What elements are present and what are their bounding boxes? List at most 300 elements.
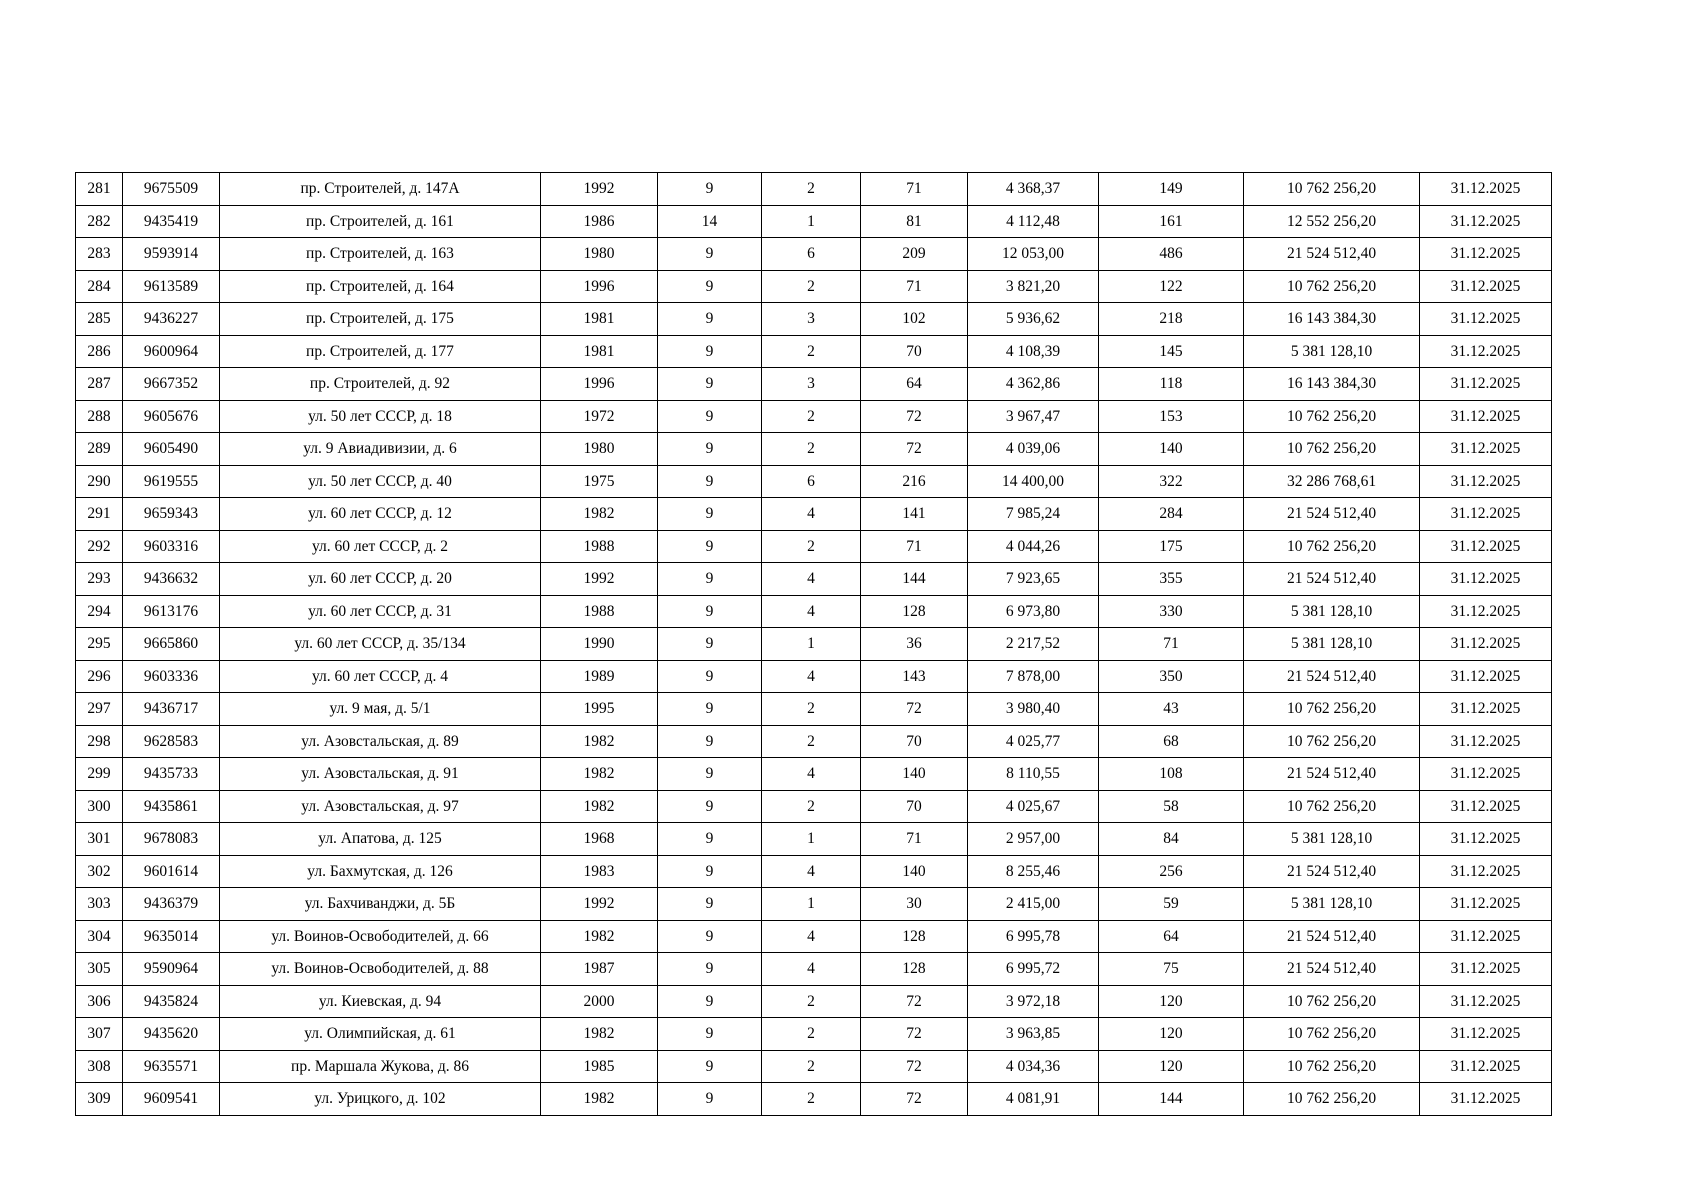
floors-cell: 9 (658, 433, 762, 466)
year-built-cell: 1988 (541, 595, 658, 628)
year-built-cell: 1982 (541, 920, 658, 953)
floors-cell: 9 (658, 563, 762, 596)
row-number-cell: 286 (76, 335, 123, 368)
deadline-cell: 31.12.2025 (1420, 823, 1552, 856)
table-row (76, 693, 1552, 726)
floors-cell: 9 (658, 953, 762, 986)
object-id-cell: 9435861 (123, 790, 220, 823)
entrances-cell: 4 (762, 660, 861, 693)
deadline-cell: 31.12.2025 (1420, 985, 1552, 1018)
address-cell: пр. Строителей, д. 175 (220, 303, 541, 336)
entrances-cell: 2 (762, 1018, 861, 1051)
entrances-cell: 4 (762, 595, 861, 628)
area-cell: 3 963,85 (968, 1018, 1099, 1051)
deadline-cell: 31.12.2025 (1420, 270, 1552, 303)
area-cell: 6 995,78 (968, 920, 1099, 953)
table-row (76, 563, 1552, 596)
apartments-cell: 72 (861, 1083, 968, 1116)
entrances-cell: 4 (762, 953, 861, 986)
object-id-cell: 9659343 (123, 498, 220, 531)
object-id-cell: 9600964 (123, 335, 220, 368)
area-cell: 4 039,06 (968, 433, 1099, 466)
address-cell: ул. 50 лет СССР, д. 40 (220, 465, 541, 498)
entrances-cell: 2 (762, 433, 861, 466)
cost-cell: 32 286 768,61 (1244, 465, 1420, 498)
year-built-cell: 1987 (541, 953, 658, 986)
year-built-cell: 1995 (541, 693, 658, 726)
apartments-cell: 141 (861, 498, 968, 531)
residents-cell: 175 (1099, 530, 1244, 563)
residents-cell: 140 (1099, 433, 1244, 466)
table-row (76, 335, 1552, 368)
object-id-cell: 9635571 (123, 1050, 220, 1083)
year-built-cell: 1988 (541, 530, 658, 563)
area-cell: 4 044,26 (968, 530, 1099, 563)
residents-cell: 122 (1099, 270, 1244, 303)
deadline-cell: 31.12.2025 (1420, 920, 1552, 953)
apartments-cell: 70 (861, 335, 968, 368)
object-id-cell: 9603316 (123, 530, 220, 563)
year-built-cell: 1992 (541, 888, 658, 921)
area-cell: 6 995,72 (968, 953, 1099, 986)
residents-cell: 355 (1099, 563, 1244, 596)
deadline-cell: 31.12.2025 (1420, 433, 1552, 466)
entrances-cell: 4 (762, 920, 861, 953)
entrances-cell: 2 (762, 1083, 861, 1116)
residents-cell: 108 (1099, 758, 1244, 791)
object-id-cell: 9436632 (123, 563, 220, 596)
row-number-cell: 306 (76, 985, 123, 1018)
area-cell: 4 081,91 (968, 1083, 1099, 1116)
year-built-cell: 1982 (541, 725, 658, 758)
apartments-cell: 30 (861, 888, 968, 921)
row-number-cell: 299 (76, 758, 123, 791)
address-cell: ул. Воинов-Освободителей, д. 88 (220, 953, 541, 986)
cost-cell: 5 381 128,10 (1244, 628, 1420, 661)
address-cell: ул. Азовстальская, д. 97 (220, 790, 541, 823)
table-row (76, 920, 1552, 953)
row-number-cell: 289 (76, 433, 123, 466)
entrances-cell: 2 (762, 335, 861, 368)
table-row (76, 1050, 1552, 1083)
cost-cell: 10 762 256,20 (1244, 530, 1420, 563)
object-id-cell: 9436379 (123, 888, 220, 921)
row-number-cell: 282 (76, 205, 123, 238)
table-row (76, 628, 1552, 661)
apartments-cell: 71 (861, 270, 968, 303)
address-cell: пр. Строителей, д. 92 (220, 368, 541, 401)
entrances-cell: 4 (762, 758, 861, 791)
address-cell: ул. Урицкого, д. 102 (220, 1083, 541, 1116)
table-row (76, 1018, 1552, 1051)
floors-cell: 9 (658, 693, 762, 726)
area-cell: 2 957,00 (968, 823, 1099, 856)
object-id-cell: 9613589 (123, 270, 220, 303)
year-built-cell: 1986 (541, 205, 658, 238)
entrances-cell: 3 (762, 368, 861, 401)
apartments-cell: 72 (861, 693, 968, 726)
residents-cell: 120 (1099, 1018, 1244, 1051)
object-id-cell: 9593914 (123, 238, 220, 271)
deadline-cell: 31.12.2025 (1420, 595, 1552, 628)
year-built-cell: 1982 (541, 1083, 658, 1116)
address-cell: пр. Строителей, д. 164 (220, 270, 541, 303)
address-cell: ул. Азовстальская, д. 89 (220, 725, 541, 758)
area-cell: 7 923,65 (968, 563, 1099, 596)
cost-cell: 10 762 256,20 (1244, 1083, 1420, 1116)
deadline-cell: 31.12.2025 (1420, 888, 1552, 921)
residents-cell: 330 (1099, 595, 1244, 628)
residents-cell: 120 (1099, 1050, 1244, 1083)
object-id-cell: 9435733 (123, 758, 220, 791)
deadline-cell: 31.12.2025 (1420, 758, 1552, 791)
deadline-cell: 31.12.2025 (1420, 725, 1552, 758)
row-number-cell: 295 (76, 628, 123, 661)
table-row (76, 855, 1552, 888)
apartments-cell: 64 (861, 368, 968, 401)
object-id-cell: 9435419 (123, 205, 220, 238)
area-cell: 3 972,18 (968, 985, 1099, 1018)
year-built-cell: 1989 (541, 660, 658, 693)
area-cell: 4 034,36 (968, 1050, 1099, 1083)
apartments-cell: 128 (861, 953, 968, 986)
residents-cell: 84 (1099, 823, 1244, 856)
floors-cell: 9 (658, 530, 762, 563)
apartments-cell: 70 (861, 725, 968, 758)
object-id-cell: 9665860 (123, 628, 220, 661)
table-row (76, 400, 1552, 433)
area-cell: 4 025,77 (968, 725, 1099, 758)
apartments-cell: 140 (861, 758, 968, 791)
cost-cell: 10 762 256,20 (1244, 270, 1420, 303)
year-built-cell: 1996 (541, 270, 658, 303)
cost-cell: 5 381 128,10 (1244, 823, 1420, 856)
entrances-cell: 4 (762, 563, 861, 596)
entrances-cell: 2 (762, 693, 861, 726)
deadline-cell: 31.12.2025 (1420, 303, 1552, 336)
row-number-cell: 284 (76, 270, 123, 303)
year-built-cell: 1980 (541, 433, 658, 466)
row-number-cell: 296 (76, 660, 123, 693)
floors-cell: 9 (658, 173, 762, 206)
entrances-cell: 1 (762, 628, 861, 661)
address-cell: ул. Азовстальская, д. 91 (220, 758, 541, 791)
year-built-cell: 1968 (541, 823, 658, 856)
area-cell: 3 967,47 (968, 400, 1099, 433)
area-cell: 4 025,67 (968, 790, 1099, 823)
apartments-cell: 71 (861, 173, 968, 206)
year-built-cell: 1982 (541, 1018, 658, 1051)
table-row (76, 985, 1552, 1018)
address-cell: ул. Апатова, д. 125 (220, 823, 541, 856)
cost-cell: 21 524 512,40 (1244, 920, 1420, 953)
deadline-cell: 31.12.2025 (1420, 238, 1552, 271)
cost-cell: 10 762 256,20 (1244, 725, 1420, 758)
year-built-cell: 1981 (541, 335, 658, 368)
apartments-cell: 209 (861, 238, 968, 271)
object-id-cell: 9675509 (123, 173, 220, 206)
object-id-cell: 9435620 (123, 1018, 220, 1051)
object-id-cell: 9605676 (123, 400, 220, 433)
residents-cell: 64 (1099, 920, 1244, 953)
row-number-cell: 290 (76, 465, 123, 498)
residents-cell: 153 (1099, 400, 1244, 433)
year-built-cell: 1985 (541, 1050, 658, 1083)
cost-cell: 16 143 384,30 (1244, 303, 1420, 336)
residents-cell: 71 (1099, 628, 1244, 661)
cost-cell: 21 524 512,40 (1244, 563, 1420, 596)
deadline-cell: 31.12.2025 (1420, 693, 1552, 726)
entrances-cell: 4 (762, 855, 861, 888)
row-number-cell: 283 (76, 238, 123, 271)
deadline-cell: 31.12.2025 (1420, 530, 1552, 563)
row-number-cell: 309 (76, 1083, 123, 1116)
year-built-cell: 1990 (541, 628, 658, 661)
area-cell: 4 112,48 (968, 205, 1099, 238)
table-body (76, 173, 1552, 1116)
object-id-cell: 9601614 (123, 855, 220, 888)
cost-cell: 5 381 128,10 (1244, 335, 1420, 368)
deadline-cell: 31.12.2025 (1420, 173, 1552, 206)
apartments-cell: 72 (861, 985, 968, 1018)
cost-cell: 10 762 256,20 (1244, 173, 1420, 206)
apartments-cell: 36 (861, 628, 968, 661)
apartments-cell: 72 (861, 433, 968, 466)
residents-cell: 218 (1099, 303, 1244, 336)
residents-cell: 350 (1099, 660, 1244, 693)
area-cell: 5 936,62 (968, 303, 1099, 336)
address-cell: пр. Строителей, д. 163 (220, 238, 541, 271)
object-id-cell: 9667352 (123, 368, 220, 401)
row-number-cell: 285 (76, 303, 123, 336)
year-built-cell: 1996 (541, 368, 658, 401)
deadline-cell: 31.12.2025 (1420, 335, 1552, 368)
floors-cell: 9 (658, 465, 762, 498)
cost-cell: 10 762 256,20 (1244, 400, 1420, 433)
entrances-cell: 1 (762, 205, 861, 238)
deadline-cell: 31.12.2025 (1420, 563, 1552, 596)
year-built-cell: 1982 (541, 758, 658, 791)
deadline-cell: 31.12.2025 (1420, 368, 1552, 401)
object-id-cell: 9590964 (123, 953, 220, 986)
apartments-cell: 128 (861, 920, 968, 953)
object-id-cell: 9603336 (123, 660, 220, 693)
entrances-cell: 2 (762, 270, 861, 303)
entrances-cell: 2 (762, 790, 861, 823)
deadline-cell: 31.12.2025 (1420, 660, 1552, 693)
address-cell: ул. Воинов-Освободителей, д. 66 (220, 920, 541, 953)
deadline-cell: 31.12.2025 (1420, 1050, 1552, 1083)
address-cell: пр. Строителей, д. 161 (220, 205, 541, 238)
address-cell: ул. 60 лет СССР, д. 20 (220, 563, 541, 596)
cost-cell: 21 524 512,40 (1244, 238, 1420, 271)
year-built-cell: 1975 (541, 465, 658, 498)
apartments-cell: 140 (861, 855, 968, 888)
row-number-cell: 287 (76, 368, 123, 401)
address-cell: ул. 50 лет СССР, д. 18 (220, 400, 541, 433)
table-row (76, 790, 1552, 823)
year-built-cell: 2000 (541, 985, 658, 1018)
floors-cell: 9 (658, 303, 762, 336)
row-number-cell: 281 (76, 173, 123, 206)
apartments-cell: 81 (861, 205, 968, 238)
address-cell: пр. Строителей, д. 147А (220, 173, 541, 206)
entrances-cell: 3 (762, 303, 861, 336)
floors-cell: 14 (658, 205, 762, 238)
entrances-cell: 1 (762, 888, 861, 921)
entrances-cell: 2 (762, 400, 861, 433)
row-number-cell: 302 (76, 855, 123, 888)
address-cell: ул. 60 лет СССР, д. 12 (220, 498, 541, 531)
table-row (76, 303, 1552, 336)
residents-cell: 161 (1099, 205, 1244, 238)
cost-cell: 12 552 256,20 (1244, 205, 1420, 238)
year-built-cell: 1982 (541, 498, 658, 531)
object-id-cell: 9435824 (123, 985, 220, 1018)
area-cell: 2 415,00 (968, 888, 1099, 921)
residents-cell: 59 (1099, 888, 1244, 921)
row-number-cell: 293 (76, 563, 123, 596)
table-row (76, 953, 1552, 986)
table-row (76, 660, 1552, 693)
floors-cell: 9 (658, 270, 762, 303)
address-cell: ул. Олимпийская, д. 61 (220, 1018, 541, 1051)
address-cell: ул. 60 лет СССР, д. 2 (220, 530, 541, 563)
area-cell: 7 878,00 (968, 660, 1099, 693)
table-row (76, 173, 1552, 206)
object-id-cell: 9436227 (123, 303, 220, 336)
deadline-cell: 31.12.2025 (1420, 205, 1552, 238)
area-cell: 6 973,80 (968, 595, 1099, 628)
table-row (76, 270, 1552, 303)
residents-cell: 322 (1099, 465, 1244, 498)
entrances-cell: 2 (762, 530, 861, 563)
row-number-cell: 297 (76, 693, 123, 726)
object-id-cell: 9609541 (123, 1083, 220, 1116)
row-number-cell: 305 (76, 953, 123, 986)
deadline-cell: 31.12.2025 (1420, 498, 1552, 531)
floors-cell: 9 (658, 725, 762, 758)
object-id-cell: 9436717 (123, 693, 220, 726)
object-id-cell: 9605490 (123, 433, 220, 466)
floors-cell: 9 (658, 1018, 762, 1051)
deadline-cell: 31.12.2025 (1420, 953, 1552, 986)
address-cell: ул. Бахмутская, д. 126 (220, 855, 541, 888)
address-cell: ул. 60 лет СССР, д. 4 (220, 660, 541, 693)
cost-cell: 10 762 256,20 (1244, 1018, 1420, 1051)
entrances-cell: 2 (762, 725, 861, 758)
apartments-cell: 72 (861, 1018, 968, 1051)
table-row (76, 758, 1552, 791)
data-table (75, 172, 1552, 1116)
entrances-cell: 6 (762, 465, 861, 498)
row-number-cell: 292 (76, 530, 123, 563)
row-number-cell: 301 (76, 823, 123, 856)
deadline-cell: 31.12.2025 (1420, 465, 1552, 498)
object-id-cell: 9628583 (123, 725, 220, 758)
table-row (76, 530, 1552, 563)
address-cell: ул. Бахчиванджи, д. 5Б (220, 888, 541, 921)
residents-cell: 68 (1099, 725, 1244, 758)
table-row (76, 725, 1552, 758)
residents-cell: 149 (1099, 173, 1244, 206)
cost-cell: 10 762 256,20 (1244, 985, 1420, 1018)
floors-cell: 9 (658, 1050, 762, 1083)
entrances-cell: 6 (762, 238, 861, 271)
table-row (76, 433, 1552, 466)
table-row (76, 465, 1552, 498)
object-id-cell: 9613176 (123, 595, 220, 628)
row-number-cell: 300 (76, 790, 123, 823)
address-cell: ул. 9 мая, д. 5/1 (220, 693, 541, 726)
floors-cell: 9 (658, 400, 762, 433)
row-number-cell: 308 (76, 1050, 123, 1083)
residents-cell: 284 (1099, 498, 1244, 531)
apartments-cell: 143 (861, 660, 968, 693)
area-cell: 4 362,86 (968, 368, 1099, 401)
area-cell: 3 980,40 (968, 693, 1099, 726)
row-number-cell: 298 (76, 725, 123, 758)
floors-cell: 9 (658, 855, 762, 888)
floors-cell: 9 (658, 888, 762, 921)
cost-cell: 16 143 384,30 (1244, 368, 1420, 401)
cost-cell: 10 762 256,20 (1244, 1050, 1420, 1083)
table-row (76, 888, 1552, 921)
apartments-cell: 144 (861, 563, 968, 596)
floors-cell: 9 (658, 1083, 762, 1116)
floors-cell: 9 (658, 335, 762, 368)
floors-cell: 9 (658, 368, 762, 401)
table-row (76, 205, 1552, 238)
year-built-cell: 1983 (541, 855, 658, 888)
apartments-cell: 71 (861, 530, 968, 563)
apartments-cell: 128 (861, 595, 968, 628)
entrances-cell: 2 (762, 1050, 861, 1083)
residents-cell: 118 (1099, 368, 1244, 401)
table-row (76, 368, 1552, 401)
cost-cell: 21 524 512,40 (1244, 660, 1420, 693)
deadline-cell: 31.12.2025 (1420, 1018, 1552, 1051)
residents-cell: 58 (1099, 790, 1244, 823)
entrances-cell: 2 (762, 985, 861, 1018)
address-cell: ул. 9 Авиадивизии, д. 6 (220, 433, 541, 466)
floors-cell: 9 (658, 920, 762, 953)
year-built-cell: 1980 (541, 238, 658, 271)
residents-cell: 256 (1099, 855, 1244, 888)
area-cell: 8 255,46 (968, 855, 1099, 888)
cost-cell: 10 762 256,20 (1244, 790, 1420, 823)
deadline-cell: 31.12.2025 (1420, 855, 1552, 888)
floors-cell: 9 (658, 498, 762, 531)
row-number-cell: 294 (76, 595, 123, 628)
area-cell: 4 368,37 (968, 173, 1099, 206)
cost-cell: 10 762 256,20 (1244, 693, 1420, 726)
apartments-cell: 72 (861, 1050, 968, 1083)
year-built-cell: 1992 (541, 563, 658, 596)
address-cell: пр. Строителей, д. 177 (220, 335, 541, 368)
apartments-cell: 102 (861, 303, 968, 336)
floors-cell: 9 (658, 660, 762, 693)
residents-cell: 486 (1099, 238, 1244, 271)
area-cell: 8 110,55 (968, 758, 1099, 791)
cost-cell: 21 524 512,40 (1244, 758, 1420, 791)
year-built-cell: 1972 (541, 400, 658, 433)
floors-cell: 9 (658, 758, 762, 791)
object-id-cell: 9619555 (123, 465, 220, 498)
cost-cell: 21 524 512,40 (1244, 855, 1420, 888)
object-id-cell: 9678083 (123, 823, 220, 856)
address-cell: ул. 60 лет СССР, д. 31 (220, 595, 541, 628)
